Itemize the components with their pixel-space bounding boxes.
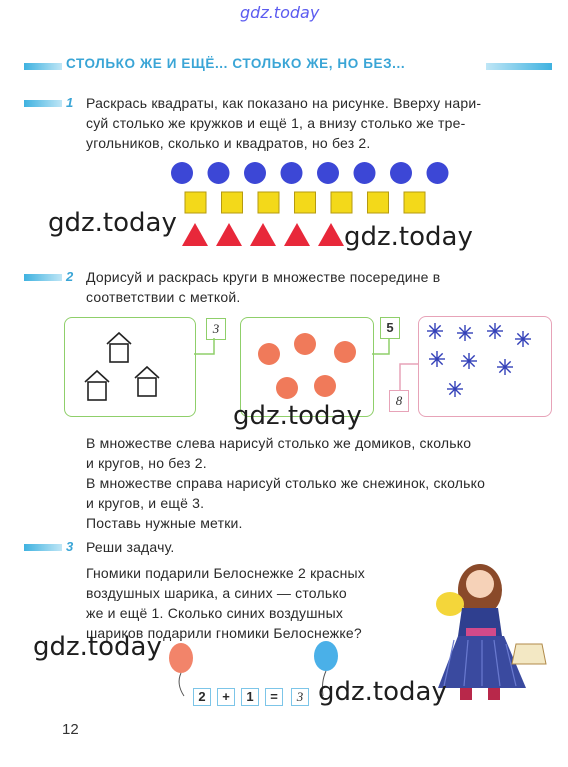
circle-shape — [281, 162, 303, 184]
circle-shape — [258, 343, 280, 365]
task3-line: Гномики подарили Белоснежке 2 красных — [86, 565, 365, 581]
left-label-connector — [192, 336, 218, 356]
circle-shape — [208, 162, 230, 184]
circle-shape — [314, 375, 336, 397]
instruction-line: В множестве слева нарисуй столько же домиков, сколько — [86, 435, 472, 451]
equation-plus: + — [217, 688, 235, 706]
watermark: gdz.today — [318, 677, 447, 707]
instruction-line: и кругов, и ещё 3. — [86, 495, 205, 511]
task2-line: соответствии с меткой. — [86, 289, 241, 305]
snowflake-icon — [515, 331, 531, 347]
watermark: gdz.today — [344, 222, 473, 252]
set-left — [64, 317, 196, 417]
square-shape — [295, 192, 316, 213]
circle-shape — [317, 162, 339, 184]
task3-line: шариков подарили гномики Белоснежке? — [86, 625, 362, 641]
square-shape — [185, 192, 206, 213]
house-icons — [65, 318, 195, 416]
circle-shape — [244, 162, 266, 184]
snowflake-icon — [497, 359, 513, 375]
task2-line: Дорисуй и раскрась круги в множестве посередине в — [86, 269, 441, 285]
snow-white-illustration — [428, 548, 556, 706]
square-shape — [331, 192, 352, 213]
task3-number: 3 — [66, 539, 74, 554]
set-middle-label: 5 — [380, 317, 400, 339]
task1-line: Раскрась квадраты, как показано на рисунке. Вверху нари- — [86, 95, 482, 111]
snowflake-icon — [429, 351, 445, 367]
snowflake-icon — [487, 323, 503, 339]
section-title: СТОЛЬКО ЖЕ И ЕЩЁ... СТОЛЬКО ЖЕ, НО БЕЗ... — [66, 56, 406, 71]
task2-instructions — [86, 433, 485, 533]
right-label-connector — [396, 362, 422, 392]
triangle-shape — [318, 223, 344, 246]
set-left-label: 3 — [206, 318, 226, 340]
header-bar-left — [24, 63, 62, 70]
equation-equals: = — [265, 688, 283, 706]
square-shape — [368, 192, 389, 213]
triangle-shape — [182, 223, 208, 246]
square-shape — [222, 192, 243, 213]
set-right-label: 8 — [389, 390, 409, 412]
task1-number: 1 — [66, 95, 74, 110]
equation-term: 2 — [193, 688, 211, 706]
triangle-shape — [250, 223, 276, 246]
page-number: 12 — [62, 721, 79, 738]
triangle-shape — [216, 223, 242, 246]
triangle-shape — [284, 223, 310, 246]
header-bar-right — [486, 63, 552, 70]
instruction-line: Поставь нужные метки. — [86, 515, 243, 531]
snowflake-icon — [461, 353, 477, 369]
circle-shape — [427, 162, 449, 184]
circle-shape — [171, 162, 193, 184]
circle-shape — [334, 341, 356, 363]
equation-answer: 3 — [291, 688, 309, 706]
snowflake-icon — [427, 323, 443, 339]
task3-bar — [24, 544, 62, 551]
snowflake-icon — [457, 325, 473, 341]
instruction-line: и кругов, но без 2. — [86, 455, 207, 471]
top-watermark: gdz.today — [240, 3, 320, 22]
task1-line: суй столько же кружков и ещё 1, а внизу столько же тре- — [86, 115, 466, 131]
square-shape — [404, 192, 425, 213]
circle-shape — [276, 377, 298, 399]
watermark: gdz.today — [48, 208, 177, 238]
red-balloon-icon — [166, 640, 196, 700]
task2-bar — [24, 274, 62, 281]
task3-line: же и ещё 1. Сколько синих воздушных — [86, 605, 344, 621]
task1-text — [86, 93, 481, 153]
task3-line: воздушных шарика, а синих — столько — [86, 585, 347, 601]
circle-shape — [294, 333, 316, 355]
set-right — [418, 316, 552, 417]
equation-term: 1 — [241, 688, 259, 706]
task3-heading: Реши задачу. — [86, 539, 175, 555]
middle-label-connector — [370, 336, 394, 356]
task3-text — [86, 563, 365, 643]
snowflake-icon — [447, 381, 463, 397]
task2-text — [86, 267, 440, 307]
square-shape — [258, 192, 279, 213]
watermark: gdz.today — [33, 632, 162, 662]
task2-number: 2 — [66, 269, 74, 284]
watermark: gdz.today — [233, 401, 362, 431]
circle-shape — [354, 162, 376, 184]
snowflake-icons — [419, 317, 551, 416]
task1-line: угольников, сколько и квадратов, но без 2. — [86, 135, 371, 151]
task1-bar — [24, 100, 62, 107]
instruction-line: В множестве справа нарисуй столько же снежинок, сколько — [86, 475, 486, 491]
circle-shape — [390, 162, 412, 184]
